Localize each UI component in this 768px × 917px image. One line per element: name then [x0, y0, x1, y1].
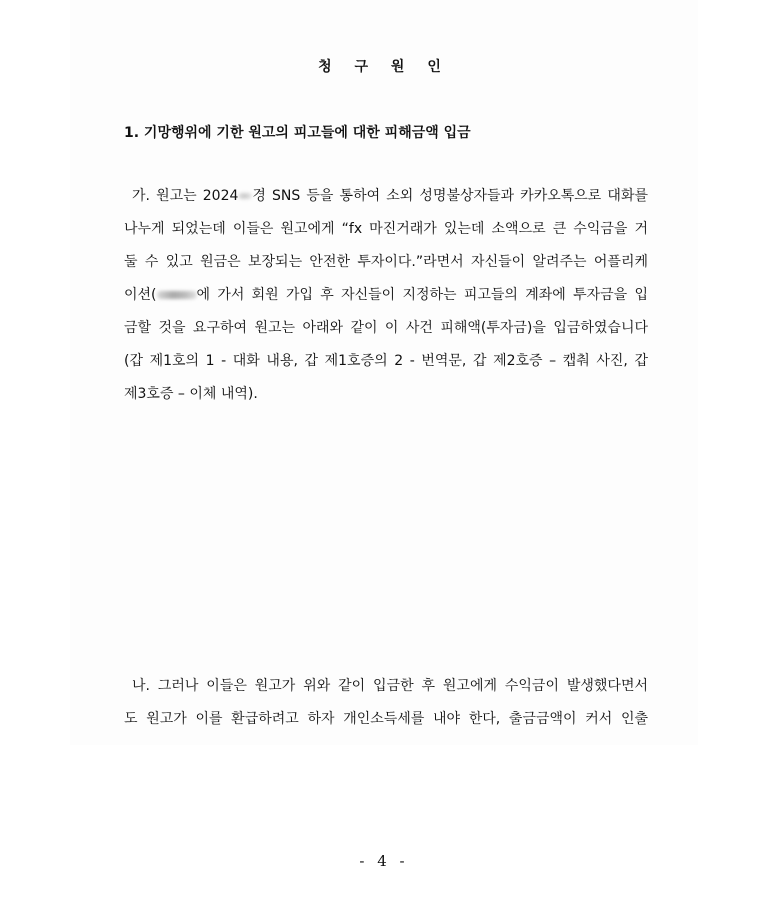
page-number: - 4 - — [359, 852, 409, 870]
paragraph-a — [124, 180, 648, 411]
paragraph-line: 제3호증 – 이체 내역). — [124, 386, 258, 402]
document-title: 청 구 원 인 — [318, 59, 450, 75]
paragraph-line: 이션( 에 가서 회원 가입 후 자신들이 지정하는 피고들의 계좌에 투자금을 입 — [124, 287, 648, 303]
paragraph-line: 금할 것을 요구하여 원고는 아래와 같이 이 사건 피해액(투자금)을 입금하였습니다 — [124, 320, 649, 336]
paragraph-line: 도 원고가 이를 환급하려고 하자 개인소득세를 내야 한다, 출금금액이 커서 인출 — [124, 711, 648, 727]
redacted-app-name — [157, 291, 197, 299]
paragraph-line: 가. 원고는 2024 경 SNS 등을 통하여 소외 성명불상자들과 카카오톡으로 대화를 — [132, 188, 648, 204]
paragraph-b — [124, 670, 648, 736]
section-heading: 1. 기망행위에 기한 원고의 피고들에 대한 피해금액 입금 — [124, 125, 471, 141]
redacted-date — [238, 193, 252, 199]
paragraph-line: (갑 제1호의 1 - 대화 내용, 갑 제1호증의 2 - 번역문, 갑 제2호증 – 캡춰 사진, 갑 — [124, 353, 648, 369]
paragraph-line: 나누게 되었는데 이들은 원고에게 “fx 마진거래가 있는데 소액으로 큰 수익금을 거 — [124, 221, 648, 237]
paragraph-line: 둘 수 있고 원금은 보장되는 안전한 투자이다.”라면서 자신들이 알려주는 어플리케 — [124, 254, 648, 270]
paragraph-line: 나. 그러나 이들은 원고가 위와 같이 입금한 후 원고에게 수익금이 발생했다면서 — [132, 678, 648, 694]
